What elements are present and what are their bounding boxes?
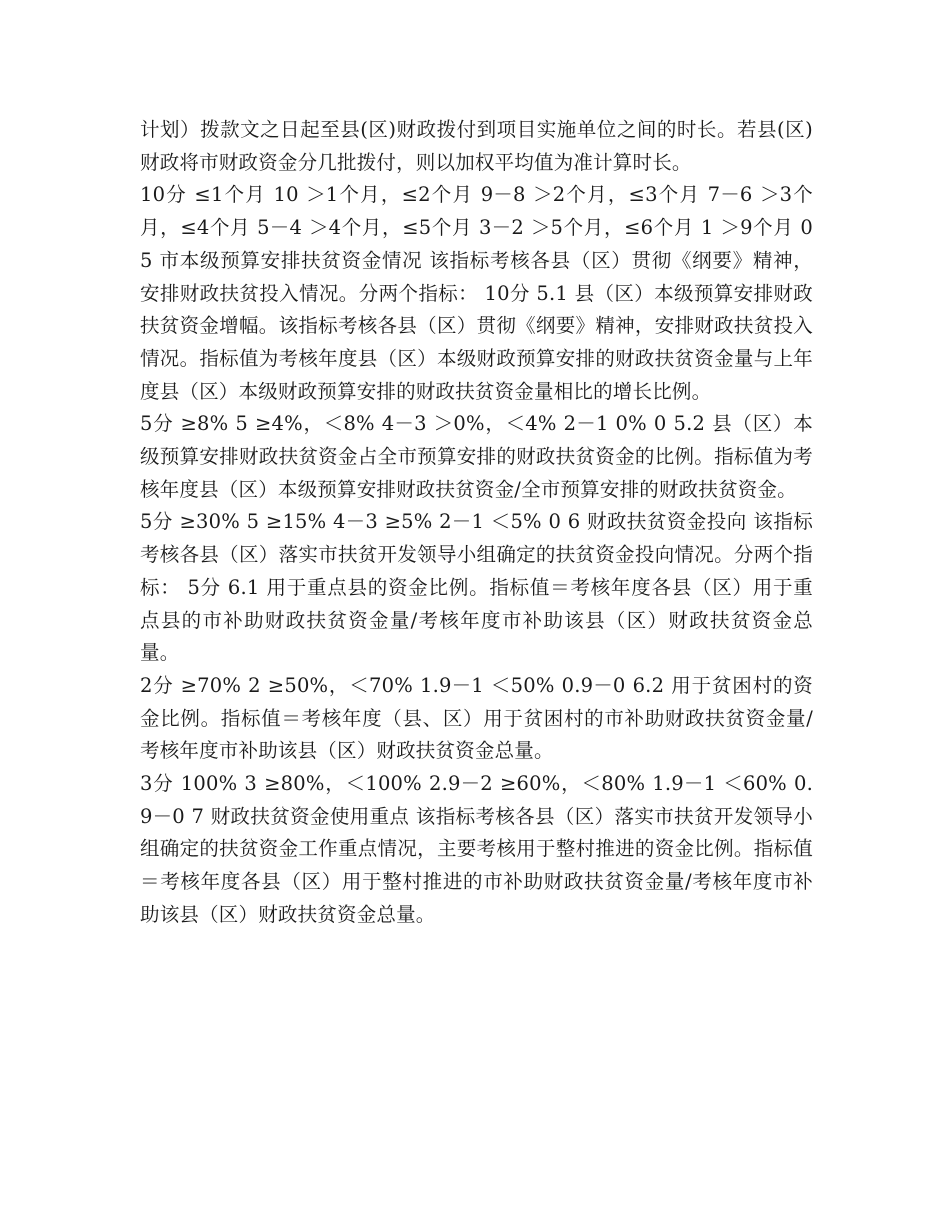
paragraph-budget-share: 5分 ≥8% 5 ≥4%，＜8% 4－3 ＞0%，＜4% 2－1 0% 0 5.2 县（区）本级预算安排财政扶贫资金占全市预算安排的财政扶贫资金的比例。指标值为考核年度县（区）本级预算安排财政扶贫资金/全市预算安排的财政扶贫资金。 xyxy=(140,412,813,501)
document-page xyxy=(140,114,813,932)
paragraph-poor-village-ratio: 2分 ≥70% 2 ≥50%，＜70% 1.9－1 ＜50% 0.9－0 6.2 用于贫困村的资金比例。指标值＝考核年度（县、区）用于贫困村的市补助财政扶贫资金量/考核年度市补助该县（区）财政扶贫资金总量。 xyxy=(140,673,813,763)
paragraph-fund-usage-focus: 3分 100% 3 ≥80%，＜100% 2.9－2 ≥60%，＜80% 1.9－1 ＜60% 0.9－0 7 财政扶贫资金使用重点 该指标考核各县（区）落实市扶贫开发领导小组确定的扶贫资金工作重点情况，主要考核用于整村推进的资金比例。指标值＝考核年度各县（区）用于整村推进的市补助财政扶贫资金量/考核年度市补助该县（区）财政扶贫资金总量。 xyxy=(140,772,813,926)
paragraph-fund-direction: 5分 ≥30% 5 ≥15% 4－3 ≥5% 2－1 ＜5% 0 6 财政扶贫资金投向 该指标考核各县（区）落实市扶贫开发领导小组确定的扶贫资金投向情况。分两个指标： 5分 6.1 用于重点县的资金比例。指标值＝考核年度各县（区）用于重点县的市补助财政扶贫资金量/考核年度市补助该县（区）财政扶贫资金总量。 xyxy=(140,510,813,665)
paragraph-time-calculation: 计划）拨款文之日起至县(区)财政拨付到项目实施单位之间的时长。若县(区)财政将市财政资金分几批拨付，则以加权平均值为准计算时长。 xyxy=(140,118,813,174)
paragraph-budget-indicator: 10分 ≤1个月 10 ＞1个月，≤2个月 9－8 ＞2个月，≤3个月 7－6 ＞3个月，≤4个月 5－4 ＞4个月，≤5个月 3－2 ＞5个月，≤6个月 1 ＞9个月 0 5 市本级预算安排扶贫资金情况 该指标考核各县（区）贯彻《纲要》精神，安排财政扶贫投入情况。分两个指标： 10分 5.1 县（区）本级预算安排财政扶贫资金增幅。该指标考核各县（区）贯彻《纲要》精神，安排财政扶贫投入情况。指标值为考核年度县（区）本级财政预算安排的财政扶贫资金量与上年度县（区）本级财政预算安排的财政扶贫资金量相比的增长比例。 xyxy=(140,183,813,403)
